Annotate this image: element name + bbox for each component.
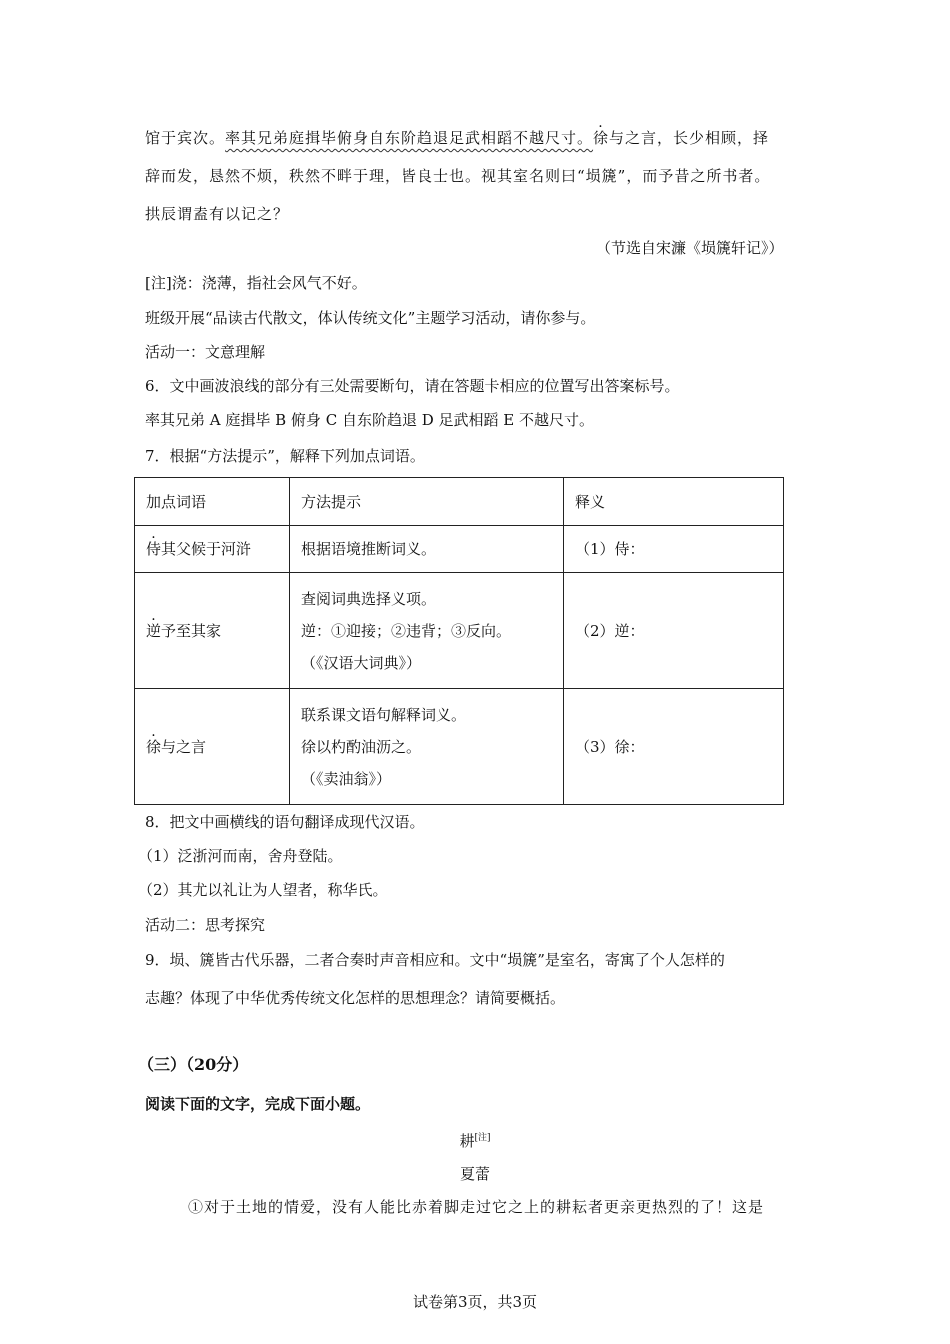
question-7: 7．根据“方法提示”，解释下列加点词语。 xyxy=(145,447,425,465)
passage-line-3: 拱辰谓盍有以记之？ xyxy=(145,205,290,223)
hint-line: 徐以杓酌油沥之。 xyxy=(301,737,422,756)
question-6: 6．文中画波浪线的部分有三处需要断句，请在答题卡相应的位置写出答案标号。 xyxy=(145,377,680,395)
hint-line: 逆：①迎接；②违背；③反向。 xyxy=(301,621,512,640)
answer-cell: （2）逆： xyxy=(564,573,784,689)
article-title-text: 耕 xyxy=(459,1132,475,1150)
word-cell xyxy=(135,689,290,805)
activity-2-heading: 活动二：思考探究 xyxy=(145,916,266,934)
word-cell xyxy=(135,573,290,689)
passage-line-1 xyxy=(145,128,769,148)
question-9-line-1: 9．埙、篪皆古代乐器，二者合奏时声音相应和。文中“埙篪”是室名，寄寓了个人怎样的 xyxy=(145,951,725,969)
header-cell: 释义 xyxy=(564,478,784,526)
wavy-underlined-sentence: 率其兄弟庭揖毕俯身自东阶趋退足武相蹈不越尺寸。 xyxy=(225,129,594,147)
header-cell: 加点词语 xyxy=(135,478,290,526)
hint-cell xyxy=(290,573,564,689)
question-8-item-2: （2）其尤以礼让为人望者，称华氏。 xyxy=(138,881,388,899)
word-rest: 其父候于河浒 xyxy=(161,540,252,558)
section-3-heading: （三）（20分） xyxy=(138,1055,249,1074)
passage-source: （节选自宋濂《埙篪轩记》） xyxy=(596,239,784,257)
hint-cell xyxy=(290,689,564,805)
table-row xyxy=(135,689,784,805)
method-hint-table xyxy=(134,477,784,805)
activity-1-heading: 活动一：文意理解 xyxy=(145,343,266,361)
footnote: [注]浇：浇薄，指社会风气不好。 xyxy=(145,274,367,292)
activity-intro: 班级开展“品读古代散文，体认传统文化”主题学习活动，请你参与。 xyxy=(145,309,596,327)
dotted-char: 徐 xyxy=(146,737,162,756)
passage-line-1-post: 与之言，长少相顾，择 xyxy=(609,129,770,147)
question-6-text: 率其兄弟 A 庭揖毕 B 俯身 C 自东阶趋退 D 足武相蹈 E 不越尺寸。 xyxy=(145,411,594,429)
word-rest: 予至其家 xyxy=(161,621,222,640)
article-title xyxy=(0,1128,950,1151)
answer-cell: （1）侍： xyxy=(564,526,784,573)
hint-line: （《汉语大词典》） xyxy=(301,653,422,672)
passage-line-2: 辞而发，恳然不烦，秩然不畔于理，皆良士也。视其室名则曰“埙篪”，而予昔之所书者。 xyxy=(145,167,771,185)
question-8-item-1: （1）泛浙河而南，舍舟登陆。 xyxy=(138,847,343,865)
passage-line-1-pre: 馆于宾次。 xyxy=(145,129,226,147)
article-author: 夏蕾 xyxy=(459,1165,490,1183)
hint-cell xyxy=(290,526,564,573)
question-8: 8．把文中画横线的语句翻译成现代汉语。 xyxy=(145,813,425,831)
hint-line: 查阅词典选择义项。 xyxy=(301,589,437,608)
table-header-row xyxy=(135,478,784,526)
header-cell: 方法提示 xyxy=(290,478,564,526)
word-rest: 与之言 xyxy=(161,737,207,756)
table-row xyxy=(135,573,784,689)
hint-line: 联系课文语句解释词义。 xyxy=(301,705,467,724)
hint-line: （《卖油翁》） xyxy=(301,769,392,788)
word-cell xyxy=(135,526,290,573)
section-3-instruction: 阅读下面的文字，完成下面小题。 xyxy=(145,1095,371,1113)
dotted-char: 逆 xyxy=(146,621,162,640)
hint-line: 根据语境推断词义。 xyxy=(301,540,437,558)
article-title-note: [注] xyxy=(474,1133,491,1143)
table-row xyxy=(135,526,784,573)
article-paragraph-1: ①对于土地的情爱，没有人能比赤着脚走过它之上的耕耘者更亲更热烈的了！这是 xyxy=(188,1198,765,1216)
dotted-char: 侍 xyxy=(146,540,162,558)
question-9-line-2: 志趣？体现了中华优秀传统文化怎样的思想理念？请简要概括。 xyxy=(145,989,566,1007)
page-footer: 试卷第3页，共3页 xyxy=(412,1293,538,1311)
answer-cell: （3）徐： xyxy=(564,689,784,805)
dotted-char: 徐 xyxy=(593,129,610,147)
